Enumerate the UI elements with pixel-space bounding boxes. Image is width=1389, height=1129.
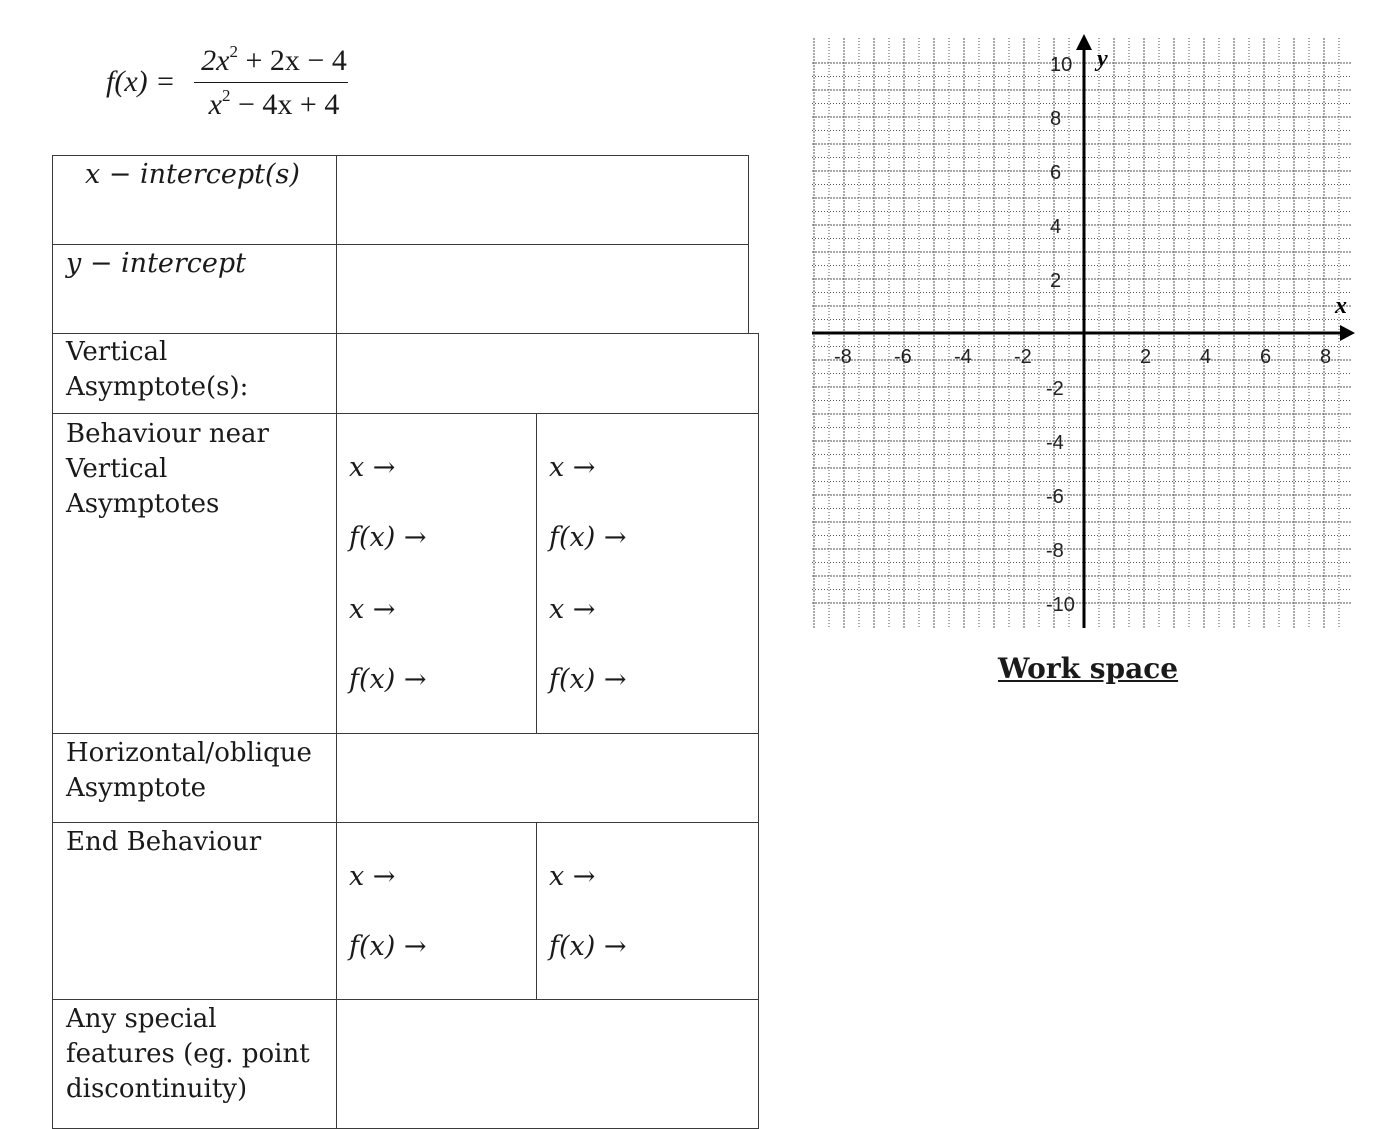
horizontal-asymptote-answer[interactable] xyxy=(336,733,759,823)
behaviour-left-cell[interactable] xyxy=(336,413,537,734)
fx-arrow: f(x) → xyxy=(349,522,427,553)
behaviour-label-cell: Behaviour near Vertical Asymptotes xyxy=(52,413,337,734)
coordinate-grid[interactable] xyxy=(800,30,1370,640)
y-axis-arrow xyxy=(1076,34,1092,50)
equation-numerator: $2x^2 + 2x - 4$ xyxy=(201,42,347,77)
y-tick-label: 6 xyxy=(1050,162,1062,184)
x-arrow: x → xyxy=(349,861,396,892)
x-tick-label: 8 xyxy=(1320,346,1332,368)
work-space-heading: Work space xyxy=(998,652,1179,685)
vertical-asymptotes-label-cell: Vertical Asymptote(s): xyxy=(52,333,337,414)
y-tick-label: 2 xyxy=(1050,270,1062,292)
y-intercept-label-cell: y − intercept xyxy=(52,244,337,334)
fx-arrow: f(x) → xyxy=(549,931,627,962)
x-arrow: x → xyxy=(349,594,396,625)
y-tick-label: -6 xyxy=(1046,486,1064,508)
y-tick-label: -8 xyxy=(1046,540,1064,562)
x-arrow: x → xyxy=(549,861,596,892)
x-intercepts-label-cell: x − intercept(s) xyxy=(52,155,337,245)
end-behaviour-right-cell[interactable] xyxy=(536,822,759,1000)
x-arrow: x → xyxy=(549,594,596,625)
horizontal-asymptote-label-cell: Horizontal/oblique Asymptote xyxy=(52,733,337,823)
fx-arrow: f(x) → xyxy=(549,664,627,695)
x-intercepts-answer[interactable] xyxy=(336,155,749,245)
y-axis-label: y xyxy=(1097,46,1108,72)
x-tick-label: -6 xyxy=(894,346,912,368)
end-behaviour-label-cell: End Behaviour xyxy=(52,822,337,1000)
y-tick-label: -2 xyxy=(1046,378,1064,400)
behaviour-right-cell[interactable] xyxy=(536,413,759,734)
special-features-label-cell: Any special features (eg. point discontinuity) xyxy=(52,999,337,1129)
y-intercept-answer[interactable] xyxy=(336,244,749,334)
x-axis-label: x xyxy=(1335,293,1347,319)
x-axis-arrow xyxy=(1340,325,1355,341)
special-features-answer[interactable] xyxy=(336,999,759,1129)
vertical-asymptotes-answer[interactable] xyxy=(336,333,759,414)
fraction-bar xyxy=(194,82,348,83)
y-tick-label: 8 xyxy=(1050,108,1062,130)
x-tick-label: -4 xyxy=(954,346,972,368)
end-behaviour-left-cell[interactable] xyxy=(336,822,537,1000)
x-tick-label: 4 xyxy=(1200,346,1212,368)
x-tick-label: -2 xyxy=(1014,346,1032,368)
x-tick-label: 6 xyxy=(1260,346,1272,368)
y-tick-label: 10 xyxy=(1050,54,1073,76)
x-tick-label: -8 xyxy=(834,346,852,368)
equation-denominator: $x^2 - 4x + 4$ xyxy=(208,86,340,121)
x-tick-label: 2 xyxy=(1140,346,1152,368)
fx-arrow: f(x) → xyxy=(349,664,427,695)
fx-arrow: f(x) → xyxy=(549,522,627,553)
function-equation xyxy=(100,40,400,130)
y-tick-label: 4 xyxy=(1050,216,1062,238)
x-arrow: x → xyxy=(349,452,396,483)
y-tick-label: -10 xyxy=(1046,594,1075,616)
equation-lhs: f(x) = xyxy=(106,65,176,98)
fx-arrow: f(x) → xyxy=(349,931,427,962)
x-arrow: x → xyxy=(549,452,596,483)
y-tick-label: -4 xyxy=(1046,432,1064,454)
